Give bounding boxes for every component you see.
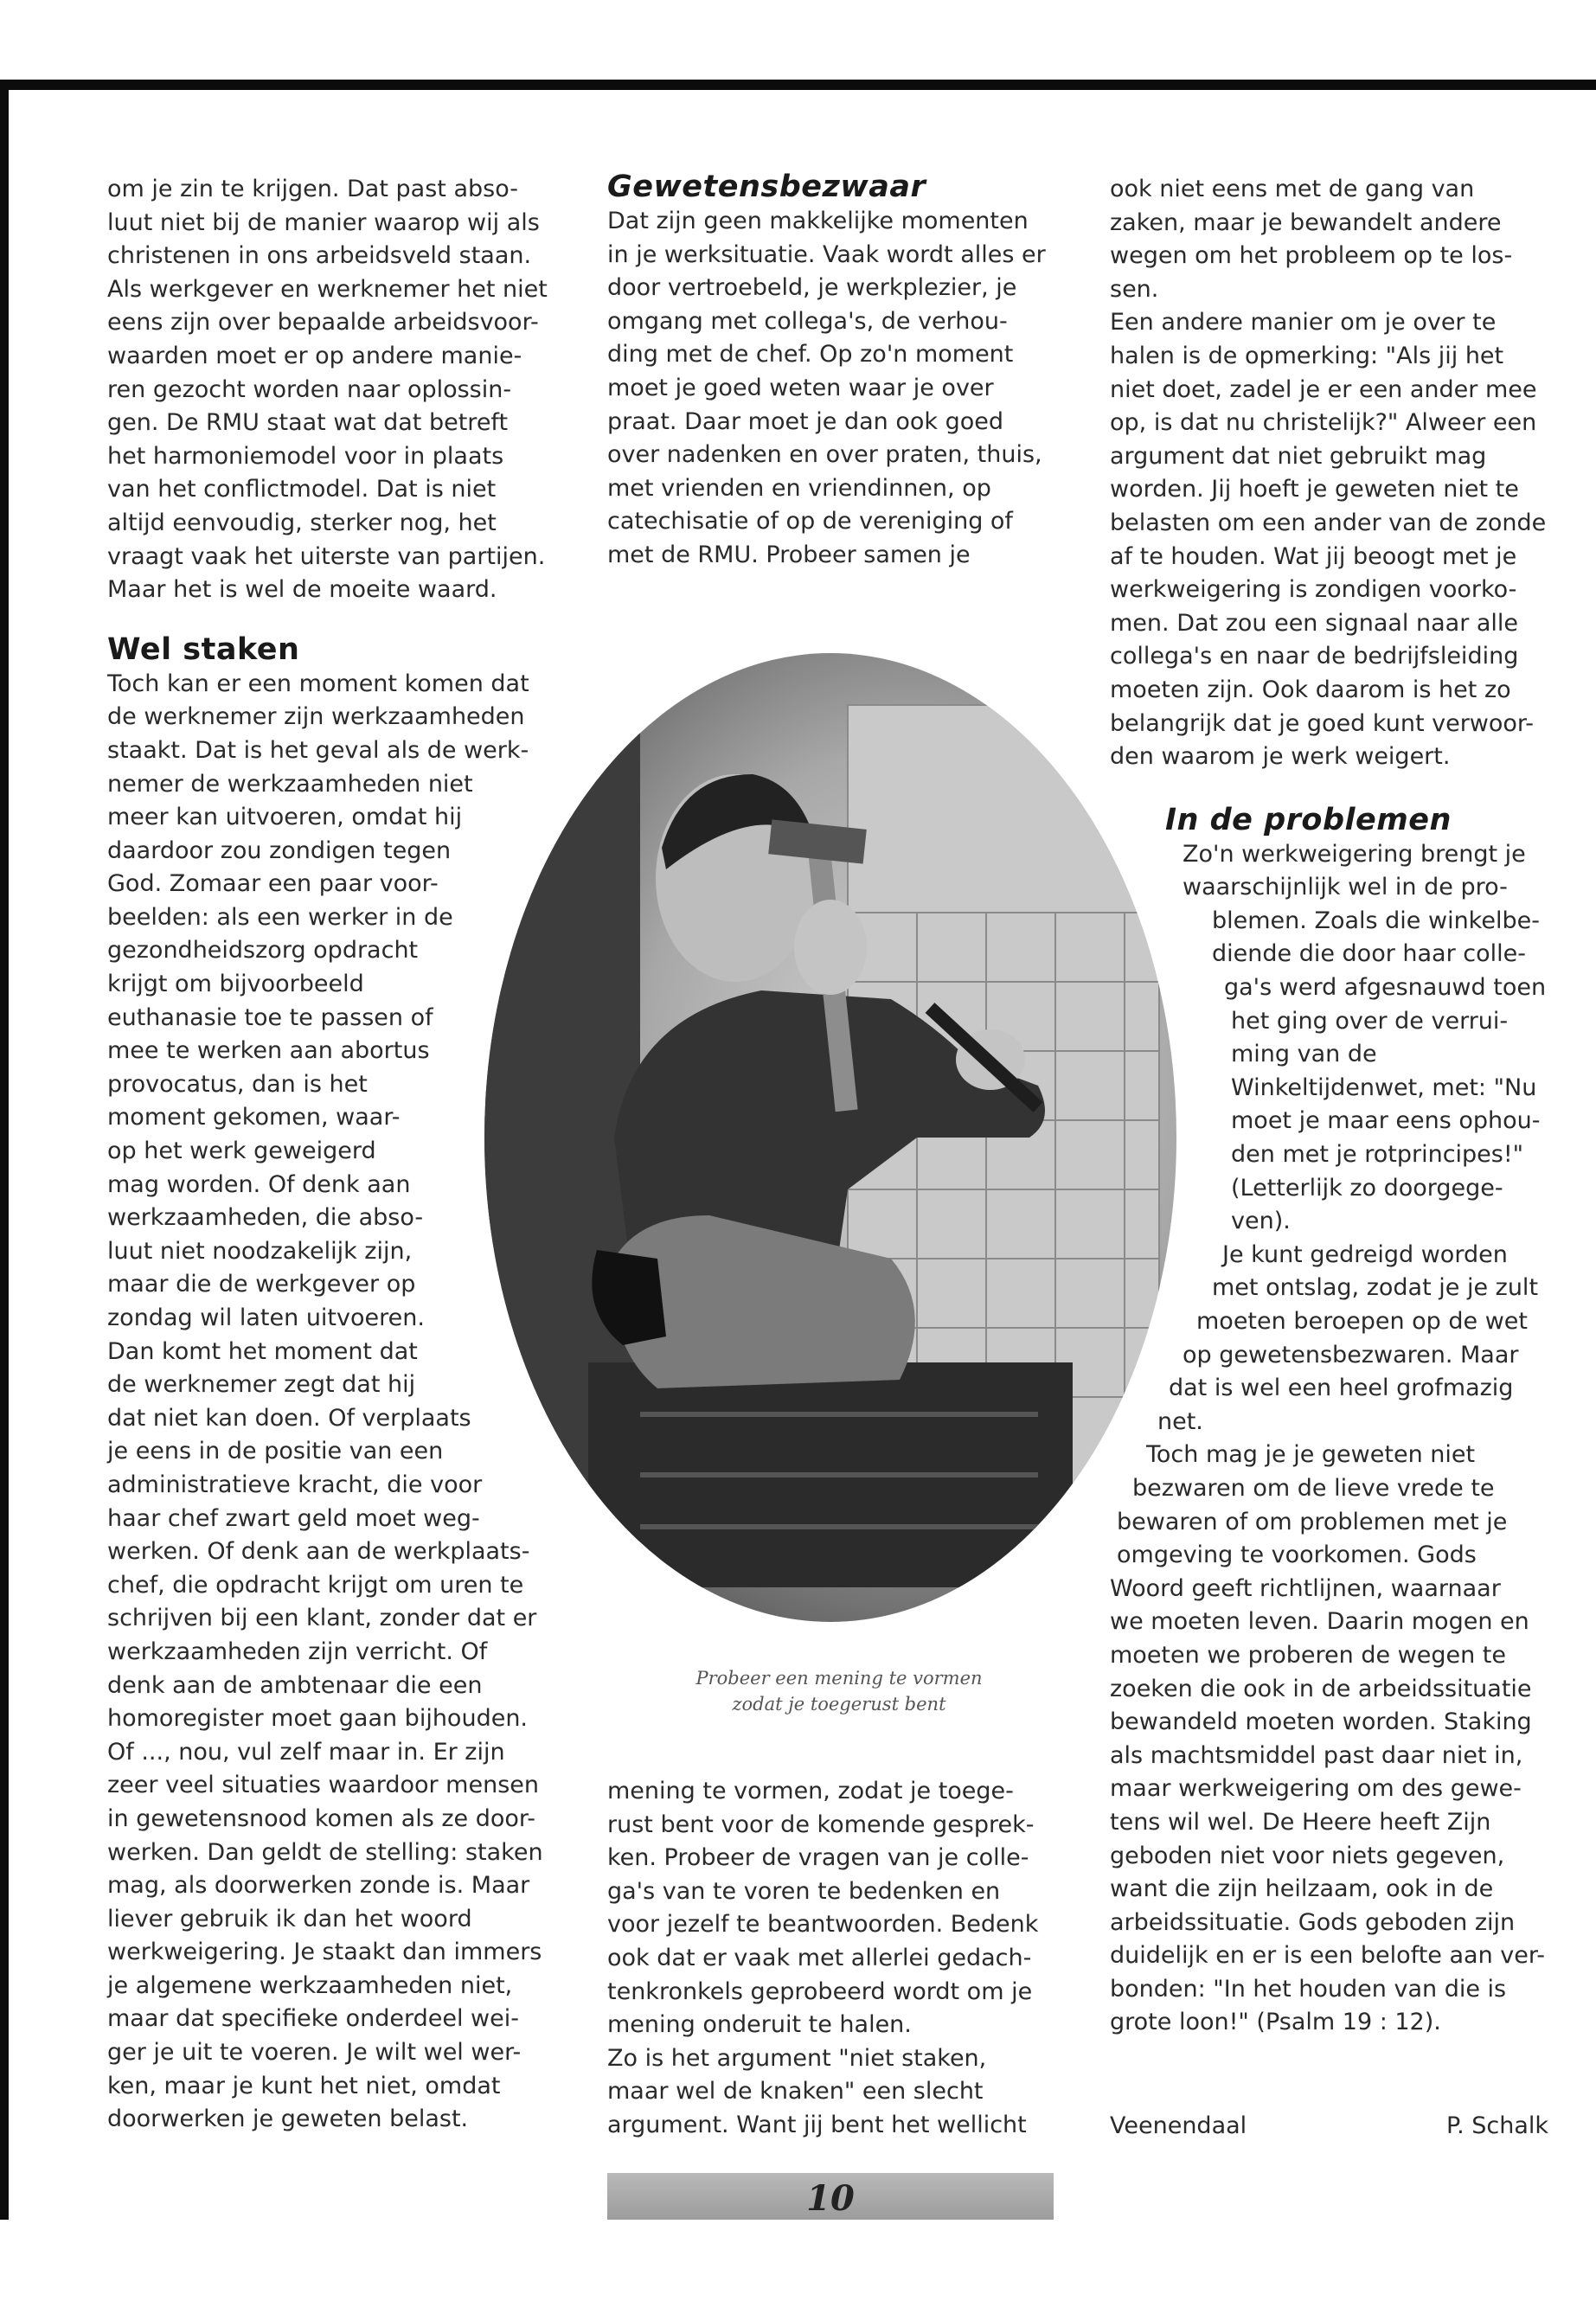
text-line: ken, maar je kunt het niet, omdat [107, 2072, 501, 2099]
text-line: provocatus, dan is het [107, 1070, 368, 1098]
text-line: moeten zijn. Ook daarom is het zo [1110, 676, 1511, 703]
text-line: Een andere manier om je over te [1110, 309, 1497, 336]
text-line: gen. De RMU staat wat dat betreft [107, 409, 509, 437]
text-line: ren gezocht worden naar oplossin- [107, 375, 512, 403]
text-line: luut niet noodzakelijk zijn, [107, 1237, 413, 1265]
text-line: maar wel de knaken" een slecht [607, 2078, 984, 2106]
text-line: liever gebruik ik dan het woord [107, 1905, 472, 1932]
text-line: ger je uit te voeren. Je wilt wel wer- [107, 2039, 522, 2067]
text-line: waarden moet er op andere manie- [107, 342, 522, 369]
text-line: ken. Probeer de vragen van je colle- [607, 1844, 1029, 1872]
text-line: geboden niet voor niets gegeven, [1110, 1842, 1505, 1869]
text-line: luut niet bij de manier waarop wij als [107, 208, 540, 236]
text-line: euthanasie toe te passen of [107, 1003, 433, 1031]
text-line: werkzaamheden, die abso- [107, 1204, 424, 1232]
text-line: administratieve kracht, die voor [107, 1471, 483, 1498]
scan-margin-top [0, 0, 1596, 80]
heading-in-de-problemen: In de problemen [1165, 802, 1452, 837]
column-middle-top [607, 169, 1057, 573]
text-line: staakt. Dat is het geval als de werk- [107, 736, 529, 764]
text-line: mag, als doorwerken zonde is. Maar [107, 1872, 530, 1900]
text-line: maar dat specifieke onderdeel wei- [107, 2005, 519, 2033]
text-line: met de RMU. Probeer samen je [607, 541, 971, 568]
text-line: argument. Want jij bent het wellicht [607, 2111, 1027, 2138]
text-line: omgeving te voorkomen. Gods [1117, 1541, 1477, 1569]
text-line: want die zijn heilzaam, ook in de [1110, 1875, 1494, 1903]
text-line: Dat zijn geen makkelijke momenten [607, 208, 1029, 234]
text-line: in je werksituatie. Vaak wordt alles er [607, 240, 1046, 268]
right-intro-paragraph [1110, 173, 1560, 774]
text-line: blemen. Zoals die winkelbe- [1212, 907, 1540, 934]
text-line: Zo is het argument "niet staken, [607, 2044, 987, 2072]
text-line: mag worden. Of denk aan [107, 1170, 411, 1198]
text-line: mening onderuit te halen. [607, 2011, 912, 2039]
text-line: Woord geeft richtlijnen, waarnaar [1110, 1574, 1501, 1602]
text-line: tens wil wel. De Heere heeft Zijn [1110, 1808, 1491, 1836]
text-line: moet je maar eens ophou- [1231, 1107, 1541, 1135]
text-line: bewaren of om problemen met je [1117, 1508, 1508, 1535]
text-line: (Letterlijk zo doorgege- [1231, 1174, 1503, 1202]
text-line: altijd eenvoudig, sterker nog, het [107, 509, 497, 536]
text-line: bonden: "In het houden van die is [1110, 1975, 1507, 2003]
worker-illustration [484, 653, 1176, 1622]
text-line: maar werkweigering om des gewe- [1110, 1775, 1522, 1803]
text-line: ven). [1231, 1208, 1291, 1235]
column-middle-bottom [607, 1775, 1057, 2143]
in-de-problemen-paragraph [1110, 838, 1560, 2040]
text-line: om je zin te krijgen. Dat past abso- [107, 176, 518, 202]
text-line: beelden: als een werker in de [107, 903, 453, 931]
text-line: in gewetensnood komen als ze door- [107, 1804, 536, 1832]
text-line: moeten we proberen de wegen te [1110, 1641, 1506, 1669]
text-line: grote loon!" (Psalm 19 : 12). [1110, 2009, 1441, 2036]
text-line: nemer de werkzaamheden niet [107, 770, 473, 798]
text-line: de werknemer zijn werkzaamheden [107, 703, 525, 731]
text-line: je eens in de positie van een [107, 1438, 444, 1465]
photo-frame [484, 653, 1176, 1622]
text-line: worden. Jij hoeft je geweten niet te [1110, 476, 1519, 503]
text-line: waarschijnlijk wel in de pro- [1183, 874, 1508, 901]
text-line: het ging over de verrui- [1231, 1007, 1509, 1035]
text-line: collega's en naar de bedrijfsleiding [1110, 643, 1519, 670]
text-line: daardoor zou zondigen tegen [107, 836, 452, 864]
text-line: het harmoniemodel voor in plaats [107, 442, 504, 470]
text-line: met ontslag, zodat je je zult [1212, 1274, 1539, 1302]
photo-caption [657, 1665, 1021, 1717]
text-line: niet doet, zadel je er een ander mee [1110, 375, 1537, 403]
text-line: ming van de [1231, 1041, 1377, 1068]
scan-border-top [0, 80, 1596, 90]
text-line: dat niet kan doen. Of verplaats [107, 1404, 471, 1432]
text-line: denk aan de ambtenaar die een [107, 1671, 483, 1699]
text-line: je algemene werkzaamheden niet, [107, 1971, 513, 1999]
text-line: Toch kan er een moment komen dat [107, 670, 529, 697]
text-line: belasten om een ander van de zonde [1110, 509, 1547, 536]
intro-paragraph [107, 173, 557, 607]
text-line: we moeten leven. Daarin mogen en [1110, 1608, 1529, 1636]
text-line: halen is de opmerking: "Als jij het [1110, 342, 1504, 369]
text-line: omgang met collega's, de verhou- [607, 307, 1008, 335]
text-line: maar die de werkgever op [107, 1271, 416, 1298]
text-line: moment gekomen, waar- [107, 1104, 401, 1131]
text-line: catechisatie of op de vereniging of [607, 508, 1013, 535]
text-line: den met je rotprincipes!" [1231, 1141, 1524, 1169]
text-line: voor jezelf te beantwoorden. Bedenk [607, 1911, 1039, 1939]
continuation-paragraph [607, 1775, 1057, 2143]
text-line: op het werk geweigerd [107, 1138, 376, 1165]
text-line: ook niet eens met de gang van [1110, 176, 1475, 202]
text-line: van het conflictmodel. Dat is niet [107, 476, 497, 503]
page-number-band [607, 2173, 1054, 2220]
text-line: men. Dat zou een signaal naar alle [1110, 609, 1519, 637]
text-line: werkweigering is zondigen voorko- [1110, 576, 1517, 604]
text-line: chef, die opdracht krijgt om uren te [107, 1571, 524, 1599]
text-line: gezondheidszorg opdracht [107, 937, 419, 965]
text-line: dat is wel een heel grofmazig [1169, 1375, 1514, 1402]
text-line: vraagt vaak het uiterste van partijen. [107, 542, 546, 570]
text-line: ding met de chef. Op zo'n moment [607, 341, 1014, 369]
scan-margin-bottom [0, 2220, 1596, 2301]
text-line: God. Zomaar een paar voor- [107, 870, 439, 898]
scan-border-left [0, 80, 9, 2301]
text-line: werken. Of denk aan de werkplaats- [107, 1538, 530, 1566]
text-line: moeten beroepen op de wet [1196, 1308, 1529, 1335]
text-line: duidelijk en er is een belofte aan ver- [1110, 1942, 1545, 1970]
text-line: krijgt om bijvoorbeeld [107, 971, 364, 998]
footer-author: P. Schalk [1446, 2112, 1549, 2139]
text-line: christenen in ons arbeidsveld staan. [107, 242, 532, 270]
text-line: over nadenken en over praten, thuis, [607, 441, 1042, 469]
text-line: Zo'n werkweigering brengt je [1183, 840, 1526, 868]
text-line: ga's van te voren te bedenken en [607, 1877, 1001, 1905]
text-line: wegen om het probleem op te los- [1110, 242, 1513, 270]
text-line: bewandeld moeten worden. Staking [1110, 1708, 1532, 1736]
text-line: met vrienden en vriendinnen, op [607, 474, 991, 502]
text-line: sen. [1110, 275, 1159, 303]
text-line: net. [1157, 1407, 1203, 1435]
text-line: zaken, maar je bewandelt andere [1110, 208, 1502, 236]
text-line: tenkronkels geprobeerd wordt om je [607, 1977, 1033, 2005]
text-line: den waarom je werk weigert. [1110, 743, 1451, 771]
text-line: Je kunt gedreigd worden [1222, 1240, 1508, 1268]
text-line: ook dat er vaak met allerlei gedach- [607, 1944, 1032, 1971]
text-line: Toch mag je je geweten niet [1146, 1441, 1476, 1469]
text-line: zondag wil laten uitvoeren. [107, 1304, 425, 1331]
hand-hammer [794, 900, 867, 995]
text-line: de werknemer zegt dat hij [107, 1371, 416, 1399]
text-line: zoeken die ook in de arbeidssituatie [1110, 1675, 1532, 1702]
text-line: werkweigering. Je staakt dan immers [107, 1939, 542, 1966]
text-line: Of ..., nou, vul zelf maar in. Er zijn [107, 1738, 505, 1766]
text-line: door vertroebeld, je werkplezier, je [607, 274, 1017, 302]
text-line: als machtsmiddel past daar niet in, [1110, 1741, 1523, 1769]
text-line: moet je goed weten waar je over [607, 374, 994, 401]
text-line: Maar het is wel de moeite waard. [107, 576, 497, 604]
text-line: eens zijn over bepaalde arbeidsvoor- [107, 309, 539, 336]
text-line: homoregister moet gaan bijhouden. [107, 1705, 529, 1733]
footer-place: Veenendaal [1110, 2112, 1247, 2139]
text-line: schrijven bij een klant, zonder dat er [107, 1605, 537, 1632]
text-line: argument dat niet gebruikt mag [1110, 442, 1487, 470]
text-line: doorwerken je geweten belast. [107, 2106, 469, 2133]
text-line: Dan komt het moment dat [107, 1337, 418, 1365]
text-line: bezwaren om de lieve vrede te [1132, 1474, 1495, 1502]
text-line: rust bent voor de komende gesprek- [607, 1811, 1035, 1838]
heading-wel-staken: Wel staken [107, 631, 300, 667]
gewetensbezwaar-paragraph [607, 205, 1057, 573]
text-line: diende die door haar colle- [1212, 940, 1526, 968]
text-line: af te houden. Wat jij beoogt met je [1110, 542, 1517, 570]
text-line: meer kan uitvoeren, omdat hij [107, 804, 463, 831]
text-line: arbeidssituatie. Gods geboden zijn [1110, 1908, 1516, 1936]
text-line: mening te vormen, zodat je toege- [607, 1778, 1014, 1804]
worker-photo [484, 653, 1176, 1622]
text-line: praat. Daar moet je dan ook goed [607, 407, 1003, 435]
text-line: werken. Dan geldt de stelling: staken [107, 1838, 543, 1866]
text-line: ga's werd afgesnauwd toen [1224, 974, 1547, 1002]
text-line: zodat je toegerust bent [732, 1694, 946, 1715]
text-line: haar chef zwart geld moet weg- [107, 1504, 480, 1532]
text-line: werkzaamheden zijn verricht. Of [107, 1638, 488, 1665]
text-line: zeer veel situaties waardoor mensen [107, 1772, 539, 1799]
text-line: op gewetensbezwaren. Maar [1183, 1341, 1519, 1368]
text-line: Probeer een mening te vormen [695, 1668, 983, 1689]
text-line: op, is dat nu christelijk?" Alweer een [1110, 409, 1537, 437]
text-line: belangrijk dat je goed kunt verwoor- [1110, 709, 1535, 737]
text-line: mee te werken aan abortus [107, 1037, 430, 1065]
column-right [1110, 173, 1560, 2040]
heading-gewetensbezwaar: Gewetensbezwaar [607, 170, 926, 204]
page-number: 10 [806, 2178, 855, 2219]
text-line: Winkeltijdenwet, met: "Nu [1231, 1074, 1537, 1101]
text-line: Als werkgever en werknemer het niet [107, 275, 548, 303]
